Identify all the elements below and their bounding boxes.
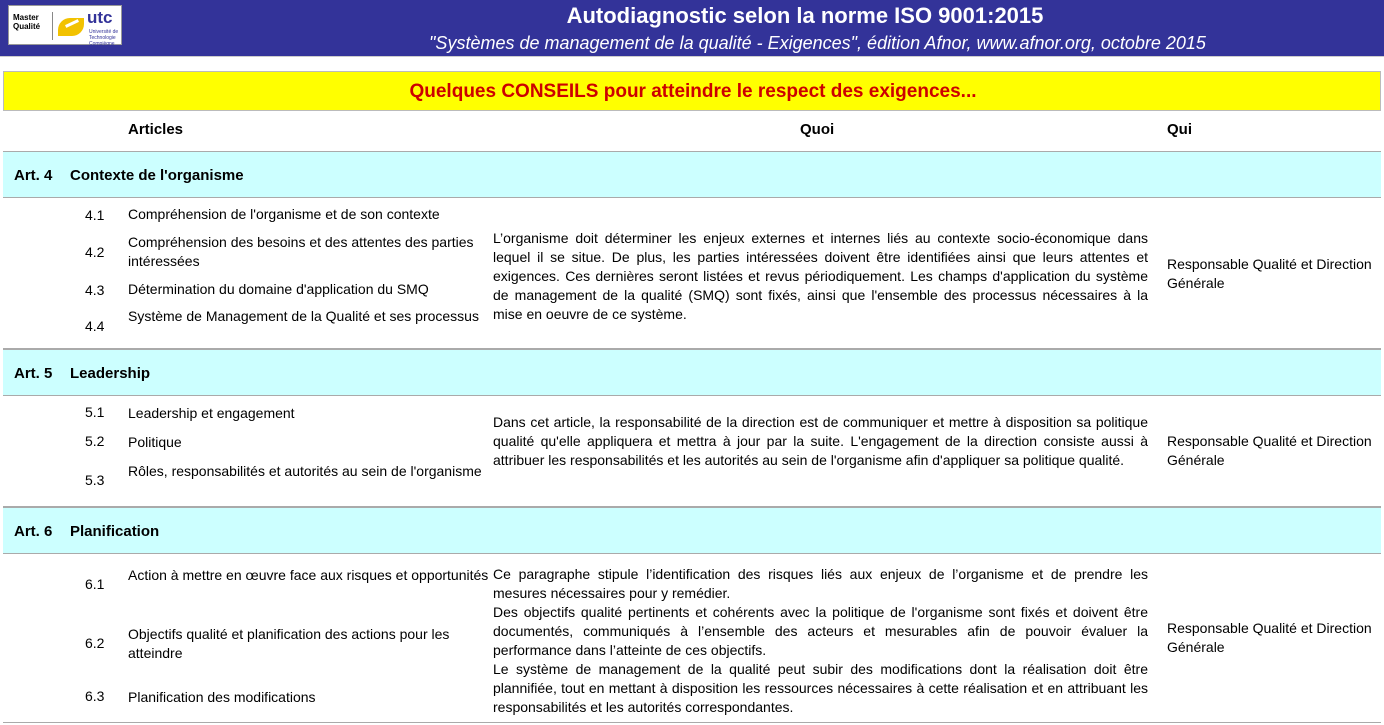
article-label: Système de Management de la Qualité et ses processus	[128, 308, 479, 324]
advice-banner-text: Quelques CONSEILS pour atteindre le respect des exigences...	[409, 81, 977, 102]
page-subtitle: "Systèmes de management de la qualité - Exigences", édition Afnor, www.afnor.org, octobre 2015	[429, 33, 1206, 53]
header-bar	[0, 0, 1384, 57]
qui-text: Responsable Qualité et Direction Générale	[1167, 256, 1372, 291]
quoi-paragraph: Dans cet article, la responsabilité de la direction est de communiquer et mettre à disposition sa politique qualité qu'elle appliquera et mettra à jour par la suite. L'engagement de la direction consiste aussi à attribuer les responsabilités et les autorités au sein de l'organisme afin d'appliquer sa politique qualité.	[493, 414, 1148, 468]
article-label: Rôles, responsabilités et autorités au sein de l'organisme	[128, 463, 482, 479]
section-title: Contexte de l'organisme	[70, 167, 244, 184]
article-number: 5.2	[85, 433, 105, 449]
column-header-quoi: Quoi	[800, 121, 835, 138]
section-number: Art. 5	[14, 365, 53, 382]
section-body-art6	[3, 554, 1381, 723]
section-title: Planification	[70, 523, 160, 540]
logo-mark-icon	[58, 18, 84, 36]
page-title: Autodiagnostic selon la norme ISO 9001:2015	[566, 3, 1044, 28]
quoi-paragraph: Ce paragraphe stipule l’identification des risques liés aux enjeux de l’organisme et de prendre les mesures nécessaires pour y remédier.	[493, 566, 1148, 601]
section-body-art4	[3, 198, 1381, 349]
logo-subtitle: Université de Technologie Compiègne	[89, 29, 119, 47]
article-number: 5.3	[85, 472, 105, 488]
article-label: Objectifs qualité et planification des actions pour les atteindre	[128, 626, 450, 661]
article-label: Compréhension de l'organisme et de son contexte	[128, 206, 440, 222]
utc-logo	[8, 5, 122, 45]
column-header-articles: Articles	[128, 121, 184, 138]
column-header-qui: Qui	[1167, 121, 1192, 138]
article-label: Leadership et engagement	[128, 405, 295, 421]
article-label: Action à mettre en œuvre face aux risques et opportunités	[128, 567, 489, 583]
quoi-text	[493, 413, 1148, 470]
section-number: Art. 6	[14, 523, 53, 540]
article-label: Politique	[128, 434, 182, 450]
section-header-art4	[3, 151, 1381, 198]
section-header-art6	[3, 507, 1381, 554]
article-number: 4.1	[85, 207, 105, 223]
article-label: Planification des modifications	[128, 689, 316, 705]
quoi-paragraph: Des objectifs qualité pertinents et cohérents avec la politique de l'organisme sont fixés et doivent être documentés, communiqués à l’ensemble des acteurs et mesurables afin de pouvoir évaluer la performance dans l’atteinte de ces objectifs.	[493, 604, 1148, 658]
section-header-art5	[3, 349, 1381, 396]
logo-master-qualite: Master Qualité	[13, 13, 41, 31]
section-body-art5	[3, 396, 1381, 507]
logo-brand: utc	[87, 8, 113, 27]
article-number: 6.3	[85, 688, 105, 704]
section-number: Art. 4	[14, 167, 53, 184]
qui-text: Responsable Qualité et Direction Générale	[1167, 620, 1372, 655]
quoi-text	[493, 229, 1148, 324]
article-number: 4.3	[85, 282, 105, 298]
article-label: Compréhension des besoins et des attentes des parties intéressées	[128, 234, 474, 269]
article-number: 5.1	[85, 404, 105, 420]
article-number: 4.2	[85, 244, 105, 260]
quoi-paragraph: Le système de management de la qualité peut subir des modifications dont la réalisation doit être plannifiée, tout en mettant à disposition les ressources nécessaires à cette réalisation et en attribuant les responsabilités et les autorités correspondantes.	[493, 661, 1148, 715]
logo-separator	[52, 12, 53, 40]
quoi-text	[493, 565, 1148, 717]
article-number: 6.2	[85, 635, 105, 651]
article-number: 6.1	[85, 576, 105, 592]
quoi-paragraph: L’organisme doit déterminer les enjeux externes et internes liés au contexte socio-économique dans lequel il se situe. De plus, les parties intéressées doivent être identifiées ainsi que leurs attentes et exigences. Ces dernières seront listées et revus périodiquement. Les champs d'application du système de management de la qualité (SMQ) sont fixés, ainsi que l'ensemble des processus nécessaires à la mise en oeuvre de ce système.	[493, 230, 1148, 322]
article-label: Détermination du domaine d'application du SMQ	[128, 281, 429, 297]
qui-text: Responsable Qualité et Direction Générale	[1167, 433, 1372, 468]
advice-banner	[3, 71, 1381, 111]
article-number: 4.4	[85, 318, 105, 334]
section-title: Leadership	[70, 365, 151, 382]
